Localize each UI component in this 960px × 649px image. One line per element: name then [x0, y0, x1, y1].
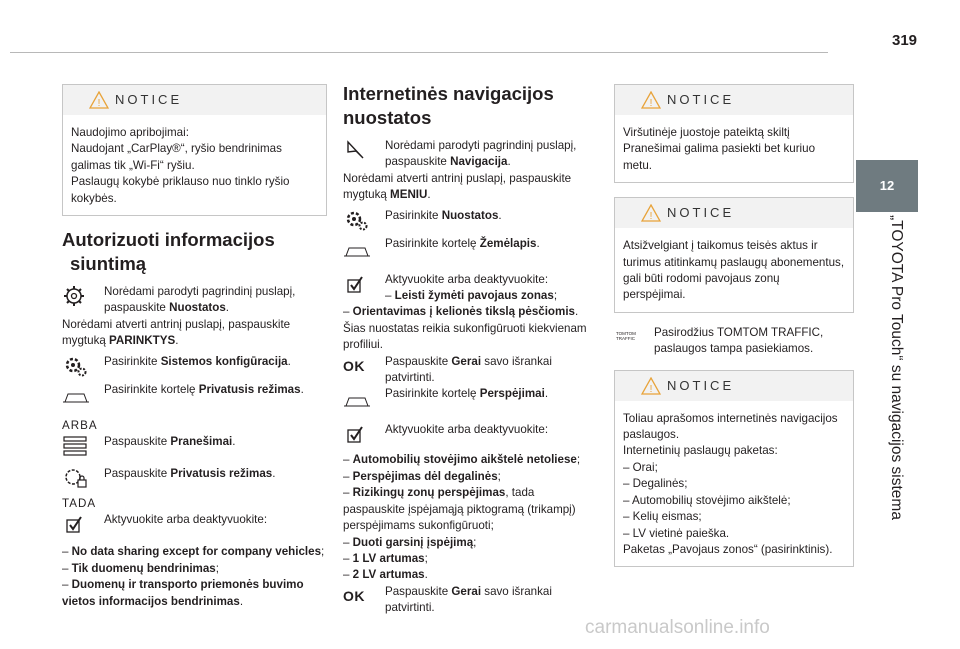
tab-icon [343, 386, 371, 410]
svg-text:!: ! [649, 98, 653, 109]
step-toggle: Aktyvuokite arba deaktyvuokite: [62, 512, 327, 534]
notice-label: NOTICE [667, 205, 735, 221]
notice-label: NOTICE [667, 92, 735, 107]
navigation-arrow-icon [343, 138, 371, 162]
list-icon [62, 434, 90, 458]
notice-line: Paslaugų kokybė priklauso nuo tinklo ryšio kokybės. [71, 175, 290, 205]
notice-line: Naudojant „CarPlay®“, ryšio bendrinimas galimas tik „Wi-Fi“ ryšiu. [71, 142, 282, 172]
or-label: ARBA [62, 418, 98, 432]
step-alerts-tab: Pasirinkite kortelę Perspėjimai. [343, 386, 598, 408]
svg-text:!: ! [649, 211, 653, 223]
step-navigation: Norėdami parodyti pagrindinį puslapį, paspauskite Navigacija. [343, 138, 598, 171]
notice-box: ! NOTICE Viršutinėje juostoje pateiktą skiltį Pranešimai galima pasiekti bet kuriuo metu. [614, 84, 854, 183]
page-number: 319 [892, 32, 918, 49]
left-column: ! NOTICE Naudojimo apribojimai: Naudojant „CarPlay®“, ryšio bendrinimas galimas tik „Wi-Fi“ ryšiu. Paslaugų kokybė priklauso nuo tinklo ryšio kokybės. Autorizuoti informacijos siuntimą Norėdami parodyti pagrindinį puslapį, paspauskite Nuostatos. Norėdami atverti antrinį puslapį, paspauskite mygtuką PARINKTYS. Pasirinkite Sistemos konfigūracija. Pasirinkite kortelę Privatusis režimas. ARBA Paspauskite Pranešimai. Paspauskite Privatusis režimas. TADA Aktyvuokite arba deaktyvuokite: – No data sharing except for company vehicles; – Tik duomenų bendrinimas; – Duomenų ir transporto priemonės buvimo vietos informacijos bendrinimas. [62, 84, 327, 610]
gears-icon [62, 354, 90, 378]
notice-box [62, 84, 327, 216]
note-text: Šias nuostatas reikia sukonfigūruoti kiekvienam profiliui. [343, 321, 587, 352]
step-settings: Pasirinkite Nuostatos. [343, 208, 598, 230]
ok-button[interactable]: OK [343, 587, 365, 604]
notice-label: NOTICE [667, 377, 735, 393]
watermark: carmanualsonline.info [585, 617, 770, 638]
step-map-toggle: Aktyvuokite arba deaktyvuokite: – Leisti žymėti pavojaus zonas; [343, 272, 598, 305]
notice-line: Naudojimo apribojimai: [71, 126, 189, 139]
step-map-tab: Pasirinkite kortelę Žemėlapis. [343, 236, 598, 258]
tomtom-traffic-icon: TOMTOM TRAFFIC [616, 330, 636, 341]
checkbox-icon [343, 422, 371, 446]
warning-icon [89, 91, 109, 109]
notice-label: NOTICE [115, 92, 183, 107]
step-confirm: OK Paspauskite Gerai savo išrankai patvirtinti. [343, 354, 552, 385]
step-settings: Norėdami parodyti pagrindinį puslapį, paspauskite Nuostatos. [62, 284, 327, 317]
section-heading: Internetinės navigacijos nuostatos [343, 83, 554, 128]
step-tomtom: TOMTOM TRAFFIC Pasirodžius TOMTOM TRAFFIC, paslaugos tampa pasiekiamos. [616, 325, 824, 356]
section-heading: Autorizuoti informacijos siuntimą [62, 229, 275, 275]
step-private-mode: Paspauskite Privatusis režimas. [62, 466, 327, 488]
warning-icon [641, 91, 661, 109]
step-privacy-tab: Pasirinkite kortelę Privatusis režimas. [62, 382, 327, 404]
tab-icon [343, 236, 371, 260]
step-alerts-toggle: Aktyvuokite arba deaktyvuokite: [343, 422, 598, 444]
gears-icon [343, 208, 371, 232]
svg-text:!: ! [97, 98, 101, 109]
step-system-config: Pasirinkite Sistemos konfigūracija. [62, 354, 327, 376]
middle-column: Internetinės navigacijos nuostatos Norėdami parodyti pagrindinį puslapį, paspauskite Navigacija. Norėdami atverti antrinį puslapį, paspauskite mygtuką MENIU. Pasirinkite Nuostatos. Pasirinkite kortelę Žemėlapis. Aktyvuokite arba deaktyvuokite: – Leisti žymėti pavojaus zonas; – Orientavimas į kelionės tikslą pėsčiomis. Šias nuostatas reikia sukonfigūruoti kiekvienam profiliui. OK Paspauskite Gerai savo išrankai patvirtinti. Pasirinkite kortelę Perspėjimai. Aktyvuokite arba deaktyvuokite: – Automobilių stovėjimo aikštelė netoliese; – Perspėjimas dėl degalinės; – Rizikingų zonų perspėjimas, tada paspauskite įspėjamąją piktogramą (trikampį) perspėjimams sukonfigūruoti; – Duoti garsinį įspėjimą; – 1 LV artumas; – 2 LV artumas. OK Paspauskite Gerai savo išrankai patvirtinti. [343, 82, 598, 623]
warning-icon [641, 377, 661, 395]
header-divider [10, 52, 828, 53]
step-notifications: Paspauskite Pranešimai. [62, 434, 327, 456]
right-column [614, 84, 854, 577]
warning-icon [641, 204, 661, 222]
checkbox-icon [62, 512, 90, 536]
gear-icon [62, 284, 90, 308]
chapter-tab[interactable]: 12 [856, 160, 918, 212]
chapter-title: „TOYOTA Pro Touch“ su navigacijos sistema [888, 215, 905, 520]
tab-icon [62, 382, 90, 406]
ok-button[interactable]: OK [343, 357, 365, 374]
then-label: TADA [62, 497, 97, 511]
notice-box: ! NOTICE Toliau aprašomos internetinės navigacijos paslaugos. Internetinių paslaugų paketas: – Orai; – Degalinės; – Automobilių stovėjimo aikštelė; – Kelių eismas; – LV vietinė paieška. Paketas „Pavojaus zonos“ (pasirinktinis). [614, 370, 854, 568]
svg-text:!: ! [649, 383, 653, 395]
notice-header [63, 85, 326, 115]
notice-box: ! NOTICE Atsižvelgiant į taikomus teisės aktus ir turimus atitinkamų paslaugų abonementus, gali būti rodomi pavojaus zonų perspėjimai. [614, 197, 854, 313]
gear-lock-icon [62, 466, 90, 490]
checkbox-icon [343, 272, 371, 296]
notice-body [63, 115, 326, 215]
step-confirm: OK Paspauskite Gerai savo išrankai patvirtinti. [343, 584, 552, 615]
